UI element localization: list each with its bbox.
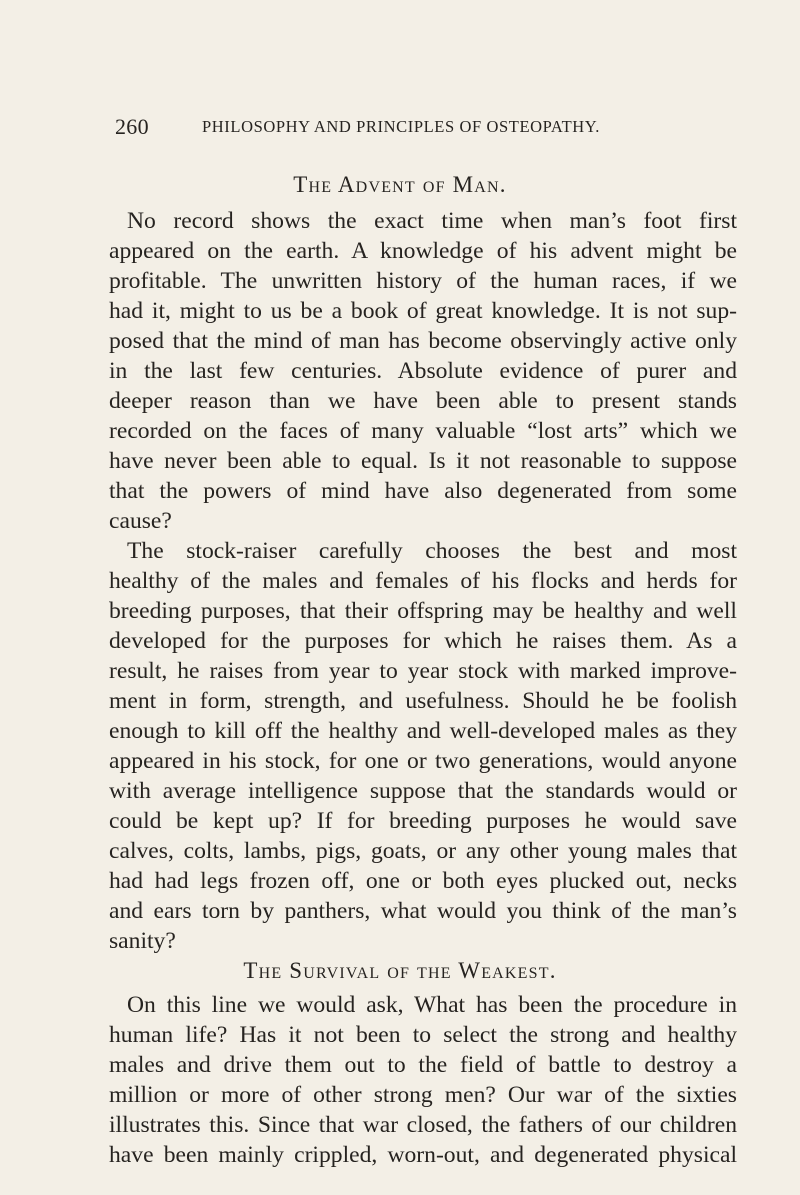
text-line: recorded on the faces of many valuable “lost arts” which we xyxy=(109,418,737,444)
text-line: ment in form, strength, and usefulness. Should he be foolish xyxy=(109,688,737,714)
text-line: human life? Has it not been to select the strong and healthy xyxy=(109,1022,737,1048)
text-line: with average intelligence suppose that the standards would or xyxy=(109,778,737,804)
text-line: The stock-raiser carefully chooses the best and most xyxy=(127,538,737,564)
running-head xyxy=(115,114,735,140)
text-line: have been mainly crippled, worn-out, and degenerated physical xyxy=(109,1142,737,1168)
text-line: had had legs frozen off, one or both eyes plucked out, necks xyxy=(109,868,737,894)
text-line: On this line we would ask, What has been the procedure in xyxy=(127,992,737,1018)
text-line: developed for the purposes for which he raises them. As a xyxy=(109,628,737,654)
text-line: sanity? xyxy=(109,928,176,954)
text-line: in the last few centuries. Absolute evidence of purer and xyxy=(109,358,737,384)
text-line: result, he raises from year to year stock with marked improve- xyxy=(109,658,737,684)
text-line: appeared on the earth. A knowledge of his advent might be xyxy=(109,238,737,264)
text-line: had it, might to us be a book of great knowledge. It is not sup- xyxy=(109,298,737,324)
text-line: million or more of other strong men? Our war of the sixties xyxy=(109,1082,737,1108)
text-line: and ears torn by panthers, what would you think of the man’s xyxy=(109,898,737,924)
section-heading-survival-of-the-weakest: The Survival of the Weakest. xyxy=(243,958,557,983)
text-line: calves, colts, lambs, pigs, goats, or any other young males that xyxy=(109,838,737,864)
text-line: posed that the mind of man has become observingly active only xyxy=(109,328,737,354)
text-line: appeared in his stock, for one or two generations, would anyone xyxy=(109,748,737,774)
text-line: cause? xyxy=(109,508,172,534)
text-line: healthy of the males and females of his flocks and herds for xyxy=(109,568,737,594)
text-line: males and drive them out to the field of battle to destroy a xyxy=(109,1052,737,1078)
text-line: No record shows the exact time when man’s foot first xyxy=(127,208,737,234)
text-line: profitable. The unwritten history of the human races, if we xyxy=(109,268,737,294)
text-line: that the powers of mind have also degenerated from some xyxy=(109,478,737,504)
text-line: have never been able to equal. Is it not reasonable to suppose xyxy=(109,448,737,474)
running-title: PHILOSOPHY AND PRINCIPLES OF OSTEOPATHY. xyxy=(202,117,600,136)
text-line: breeding purposes, that their offspring may be healthy and well xyxy=(109,598,737,624)
section-heading-advent-of-man: The Advent of Man. xyxy=(293,172,507,197)
text-line: could be kept up? If for breeding purposes he would save xyxy=(109,808,737,834)
text-line: enough to kill off the healthy and well-developed males as they xyxy=(109,718,737,744)
text-line: deeper reason than we have been able to present stands xyxy=(109,388,737,414)
page-number: 260 xyxy=(115,114,149,139)
text-line: illustrates this. Since that war closed, the fathers of our children xyxy=(109,1112,737,1138)
